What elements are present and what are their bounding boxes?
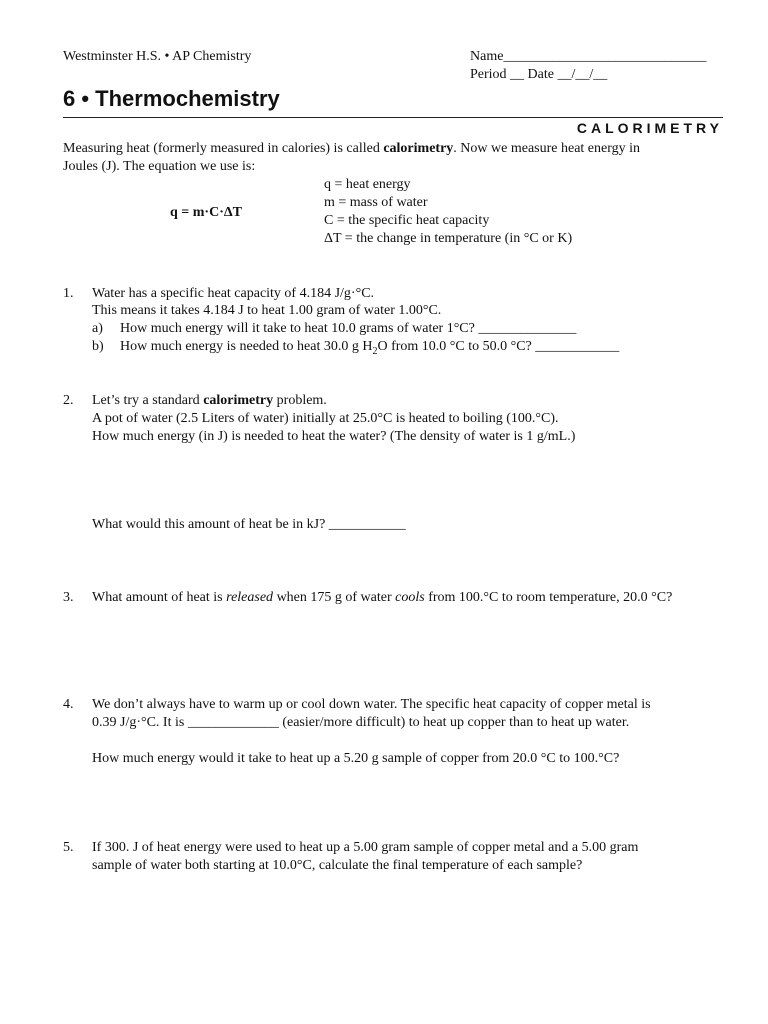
question-2-number: 2. — [63, 393, 74, 408]
definition-delta-t: ΔT = the change in temperature (in °C or K) — [324, 231, 573, 246]
page-title: 6 • Thermochemistry — [63, 86, 280, 111]
question-2-followup: What would this amount of heat be in kJ? ___________ — [92, 517, 406, 532]
definition-q: q = heat energy — [324, 177, 411, 192]
heat-equation: q = m·C·ΔT — [170, 205, 242, 220]
question-1-line-1: Water has a specific heat capacity of 4.184 J/g·°C. — [92, 286, 375, 301]
intro-line-1: Measuring heat (formerly measured in calories) is called calorimetry. Now we measure heat energy in — [63, 141, 641, 156]
question-1b-label: b) — [92, 339, 104, 354]
question-4-line-2: 0.39 J/g·°C. It is _____________ (easier/more difficult) to heat up copper than to heat up water. — [92, 715, 630, 730]
title-rule — [63, 117, 723, 118]
definition-m: m = mass of water — [324, 195, 428, 210]
section-heading: CALORIMETRY — [576, 120, 723, 136]
question-4-line-3: How much energy would it take to heat up a 5.20 g sample of copper from 20.0 °C to 100.°C? — [92, 751, 620, 766]
question-1a-label: a) — [92, 321, 103, 336]
question-2-line-1: Let’s try a standard calorimetry problem. — [92, 393, 327, 408]
question-1-line-2: This means it takes 4.184 J to heat 1.00 gram of water 1.00°C. — [92, 303, 442, 318]
question-1b-text: How much energy is needed to heat 30.0 g $H_2O$ from 10.0 °C to 50.0 °C? ____________ — [120, 339, 620, 357]
question-5-number: 5. — [63, 840, 74, 855]
period-date-field: Period __ Date __/__/__ — [470, 67, 608, 82]
question-5-line-1: If 300. J of heat energy were used to heat up a 5.00 gram sample of copper metal and a 5.00 gram — [92, 840, 639, 855]
intro-line-2: Joules (J). The equation we use is: — [63, 159, 256, 174]
question-2-line-3: How much energy (in J) is needed to heat the water? (The density of water is 1 g/mL.) — [92, 429, 576, 444]
question-2-line-2: A pot of water (2.5 Liters of water) initially at 25.0°C is heated to boiling (100.°C). — [92, 411, 559, 426]
question-4-number: 4. — [63, 697, 74, 712]
header-school: Westminster H.S. • AP Chemistry — [63, 49, 252, 64]
question-5-line-2: sample of water both starting at 10.0°C, calculate the final temperature of each sample? — [92, 858, 583, 873]
question-3-text: What amount of heat is released when 175 g of water cools from 100.°C to room temperature, 20.0 °C? — [92, 590, 673, 605]
question-1a-text: How much energy will it take to heat 10.0 grams of water 1°C? ______________ — [120, 321, 577, 336]
definition-c: C = the specific heat capacity — [324, 213, 490, 228]
question-3-number: 3. — [63, 590, 74, 605]
name-field: Name_____________________________ — [470, 49, 707, 64]
question-4-line-1: We don’t always have to warm up or cool down water. The specific heat capacity of copper metal is — [92, 697, 651, 712]
question-1-number: 1. — [63, 286, 74, 301]
